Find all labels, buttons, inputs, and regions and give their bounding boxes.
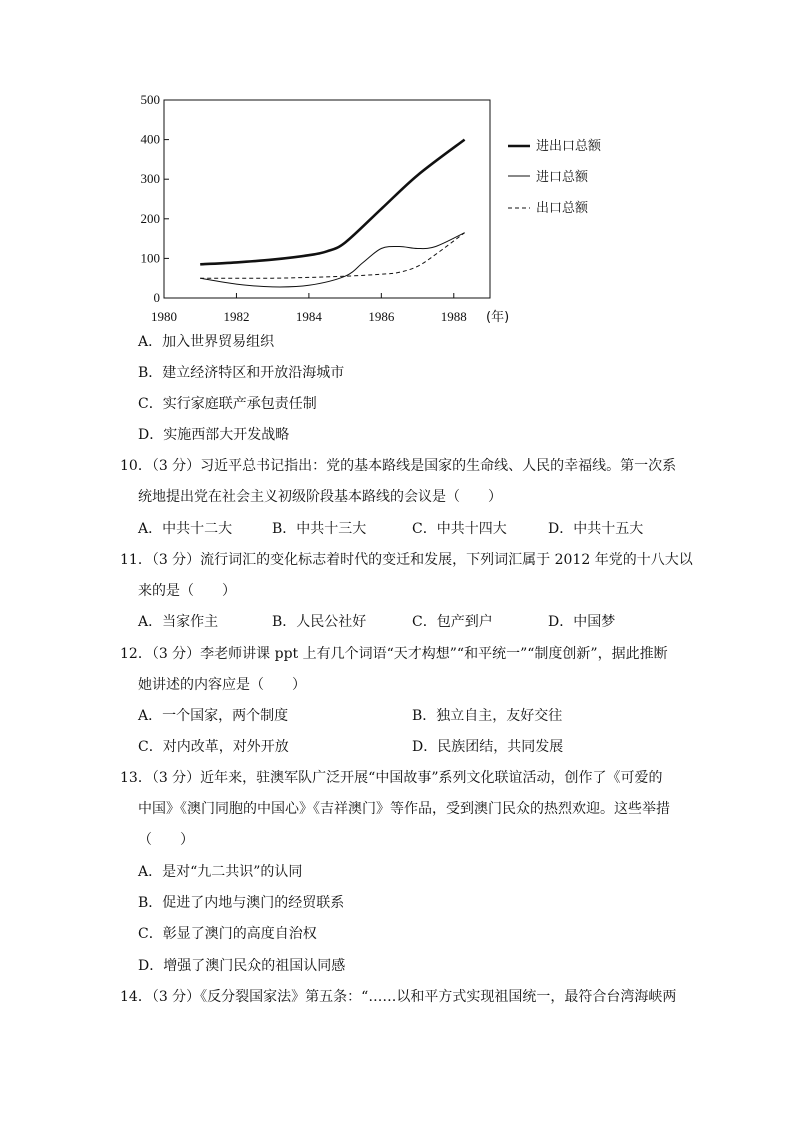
q10-stem-line1: 10．（3 分）习近平总书记指出：党的基本路线是国家的生命线、人民的幸福线。第一次系	[120, 458, 677, 474]
q11-option-d: D．中国梦	[548, 614, 616, 630]
q11-option-b: B．人民公社好	[272, 614, 367, 630]
q13-stem-line1: 13．（3 分）近年来，驻澳军队广泛开展“中国故事”系列文化联谊活动，创作了《可爱的	[120, 770, 663, 786]
q11-stem-line2: 来的是（ ）	[138, 583, 236, 599]
q10-option-a: A．中共十二大	[138, 521, 233, 537]
q11-option-c: C．包产到户	[412, 614, 493, 630]
q9-option-a: A．加入世界贸易组织	[138, 334, 275, 350]
y-tick-label: 0	[153, 290, 160, 305]
q13-option-c: C．彰显了澳门的高度自治权	[138, 926, 317, 942]
series-line-total	[200, 140, 464, 265]
legend	[508, 138, 602, 216]
q12-stem-line2: 她讲述的内容应是（ ）	[138, 677, 306, 693]
q12-option-d: D．民族团结，共同发展	[412, 739, 564, 755]
plot-frame	[164, 100, 490, 298]
q13-option-d: D．增强了澳门民众的祖国认同感	[138, 958, 346, 974]
q10-option-d: D．中共十五大	[548, 521, 644, 537]
q9-option-d: D．实施西部大开发战略	[138, 427, 290, 443]
q9-option-b: B．建立经济特区和开放沿海城市	[138, 365, 345, 381]
q13-option-a: A．是对“九二共识”的认同	[138, 864, 303, 880]
legend-label-export: 出口总额	[536, 201, 589, 216]
q10-option-b: B．中共十三大	[272, 521, 367, 537]
x-tick-label: 1988	[440, 309, 467, 324]
y-tick-label: 300	[140, 171, 160, 187]
y-tick-label: 100	[140, 250, 160, 266]
q9-option-c: C．实行家庭联产承包责任制	[138, 396, 317, 412]
q11-stem-line1: 11．（3 分）流行词汇的变化标志着时代的变迁和发展，下列词汇属于 2012 年党的十八大以	[120, 552, 693, 568]
x-axis-unit: (年)	[486, 310, 510, 325]
q12-option-b: B．独立自主，友好交往	[412, 708, 563, 724]
x-tick-label: 1982	[223, 309, 250, 324]
q12-option-a: A．一个国家，两个制度	[138, 708, 289, 724]
q10-option-c: C．中共十四大	[412, 521, 507, 537]
y-tick-label: 400	[140, 131, 160, 147]
q12-option-c: C．对内改革，对外开放	[138, 739, 289, 755]
q13-stem-line2: 中国》《澳门同胞的中国心》《吉祥澳门》等作品，受到澳门民众的热烈欢迎。这些举措	[138, 801, 670, 817]
series-line-export	[200, 233, 464, 279]
x-tick-label: 1984	[295, 309, 322, 324]
y-tick-label: 200	[140, 210, 160, 226]
x-tick-label: 1986	[368, 309, 395, 324]
q11-option-a: A．当家作主	[138, 614, 219, 630]
q14-stem-line1: 14．（3 分）《反分裂国家法》第五条：“……以和平方式实现祖国统一，最符合台湾海峡两	[120, 989, 677, 1005]
trade-line-chart	[120, 88, 640, 328]
q13-option-b: B．促进了内地与澳门的经贸联系	[138, 895, 345, 911]
y-tick-label: 500	[140, 92, 160, 107]
x-tick-label: 1980	[151, 309, 177, 324]
series-line-import	[200, 233, 464, 287]
q13-stem-line3: （ ）	[138, 832, 194, 848]
q10-stem-line2: 统地提出党在社会主义初级阶段基本路线的会议是（ ）	[138, 489, 502, 505]
legend-label-import: 进口总额	[536, 170, 589, 185]
q12-stem-line1: 12．（3 分）李老师讲课 ppt 上有几个词语“天才构想”“和平统一”“制度创新”，据此推断	[120, 646, 668, 662]
legend-label-total: 进出口总额	[536, 139, 602, 154]
